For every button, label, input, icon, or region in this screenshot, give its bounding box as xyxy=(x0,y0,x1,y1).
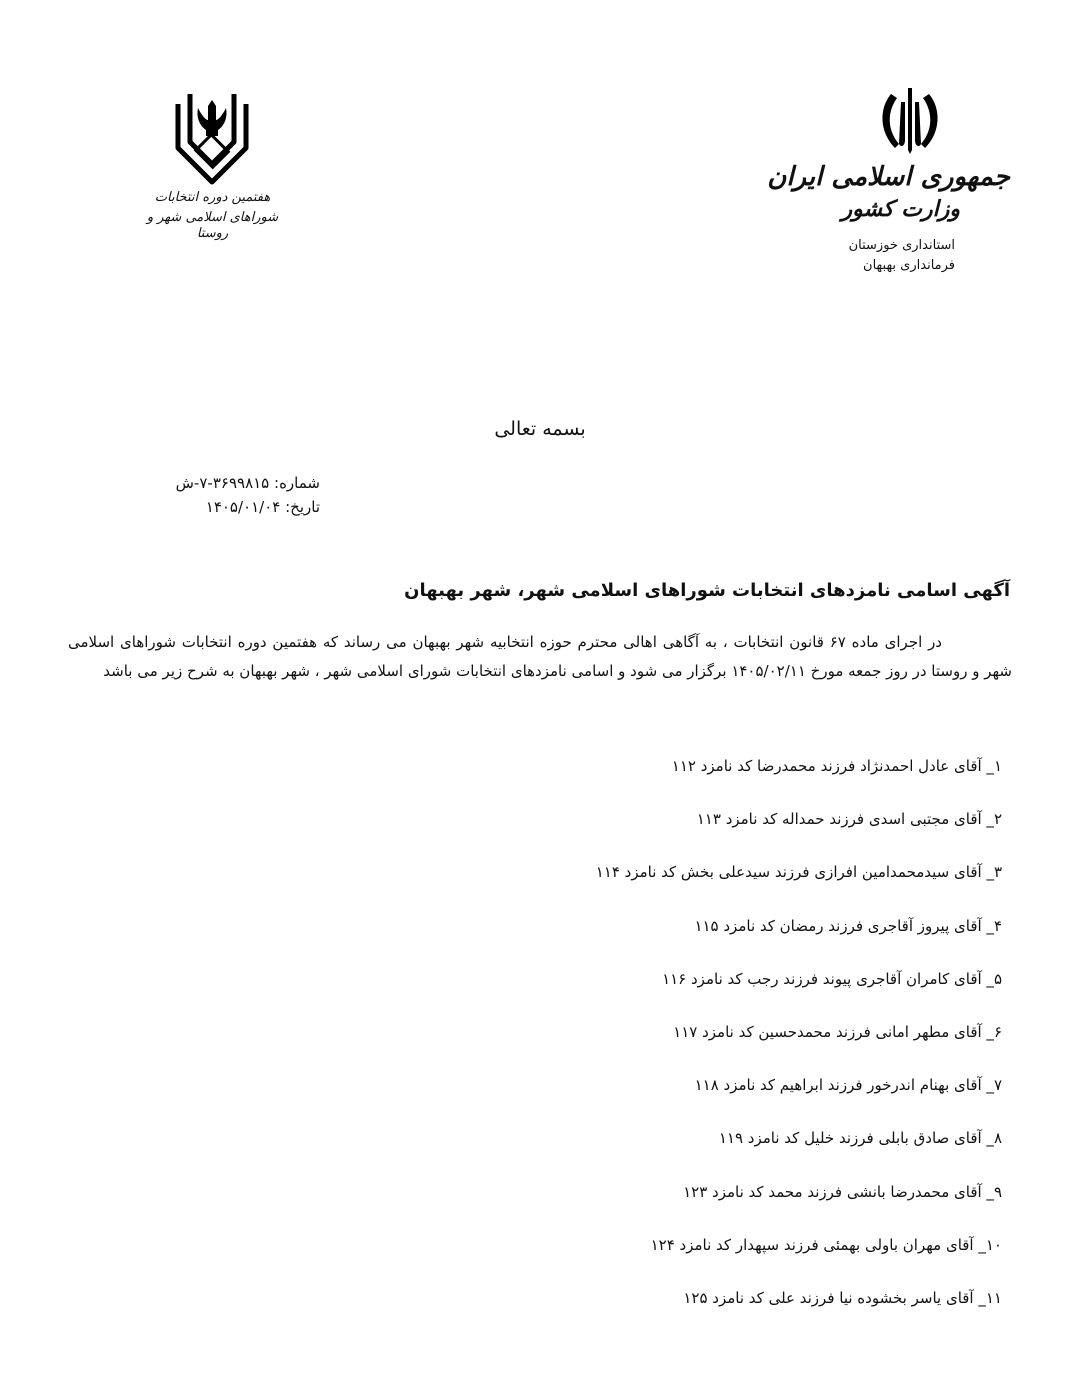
candidate-item: ۴_ آقای پیروز آقاجری فرزند رمضان کد نامزد ۱۱۵ xyxy=(694,916,1002,935)
election-emblem-icon xyxy=(140,86,285,186)
bismillah-heading: بسمه تعالی xyxy=(494,418,586,440)
candidate-item: ۷_ آقای بهنام اندرخور فرزند ابراهیم کد نامزد ۱۱۸ xyxy=(694,1076,1002,1095)
candidate-item: ۸_ آقای صادق بابلی فرزند خلیل کد نامزد ۱۱۹ xyxy=(718,1129,1002,1148)
governorate-label: استانداری خوزستان xyxy=(848,238,955,253)
candidate-item: ۶_ آقای مطهر امانی فرزند محمدحسین کد نامزد ۱۱۷ xyxy=(673,1022,1002,1041)
candidate-item: ۱۰_ آقای مهران باولی بهمئی فرزند سپهدار کد نامزد ۱۲۴ xyxy=(650,1235,1002,1254)
candidate-item: ۵_ آقای کامران آقاجری پیوند فرزند رجب کد نامزد ۱۱۶ xyxy=(662,969,1002,988)
candidate-item: ۹_ آقای محمدرضا بانشی فرزند محمد کد نامزد ۱۲۳ xyxy=(683,1182,1002,1201)
letter-date: تاریخ: ۱۴۰۵/۰۱/۰۴ xyxy=(205,498,320,516)
intro-paragraph xyxy=(68,628,1012,686)
ministry-logo xyxy=(767,84,1020,284)
election-caption-line1: هفتمین دوره انتخابات xyxy=(154,190,271,205)
candidate-item: ۱_ آقای عادل احمدنژاد فرزند محمدرضا کد نامزد ۱۱۲ xyxy=(671,757,1002,775)
election-caption-line2: شوراهای اسلامی شهر و روستا xyxy=(146,210,279,241)
ministry-title: وزارت کشور xyxy=(841,196,960,222)
candidate-item: ۲_ آقای مجتبی اسدی فرزند حمداله کد نامزد ۱۱۳ xyxy=(696,810,1002,829)
letter-number: شماره: ۳۶۹۹۸۱۵-۷-ش xyxy=(175,474,320,492)
republic-title: جمهوری اسلامی ایران xyxy=(767,162,1010,192)
iran-emblem-icon xyxy=(875,84,945,156)
county-office-label: فرمانداری بهبهان xyxy=(863,258,955,273)
intro-text: در اجرای ماده ۶۷ قانون انتخابات ، به آگاهی اهالی محترم حوزه انتخابیه شهر بهبهان می رساند که هفتمین دوره انتخابات شوراهای اسلامی شهر و روستا در روز جمعه مورخ ۱۴۰۵/۰۲/۱۱ برگزار می شود و اسامی نامزدهای انتخابات شورای اسلامی شهر ، شهر بهبهان به شرح زیر می باشد xyxy=(68,633,1012,680)
candidate-list xyxy=(302,752,1002,1337)
candidate-item: ۱۱_ آقای یاسر بخشوده نیا فرزند علی کد نامزد ۱۲۵ xyxy=(683,1288,1002,1307)
notice-title: آگهی اسامی نامزدهای انتخابات شوراهای اسلامی شهر، شهر بهبهان xyxy=(404,580,1010,601)
candidate-item: ۳_ آقای سیدمحمدامین افرازی فرزند سیدعلی بخش کد نامزد ۱۱۴ xyxy=(595,863,1002,882)
election-logo xyxy=(140,86,285,241)
